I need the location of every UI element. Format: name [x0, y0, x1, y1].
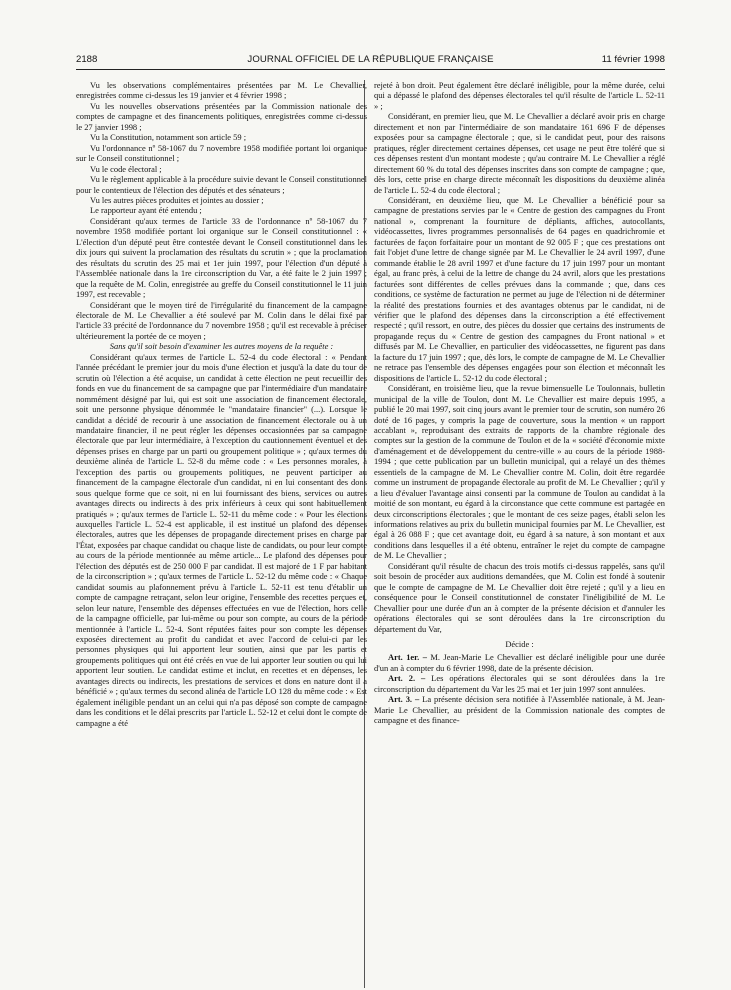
header-rule: [76, 69, 665, 70]
decide-heading: Décide :: [505, 639, 534, 650]
article-label: Art. 1er. –: [388, 652, 427, 663]
article-2: [374, 673, 665, 694]
paragraph: Considérant qu'aux termes de l'article L. 52-4 du code électoral : « Pendant l'année précédant le premier jour du mois d'une élection et jusqu'à la date du tour de scrutin où l'élection a été acquise, un candidat à cette élection ne peut recueillir des fonds en vue du financement de sa campagne que par l'intermédiaire d'un mandataire nommément désigné par lui, qui est soit une association de financement électorale, soit une personne physique dénommée le "mandataire financier" (...). Lorsque le candidat a décidé de recourir à une association de financement électorale ou à un mandataire financier, il ne peut régler les dépenses occasionnées par sa campagne électorale que par leur intermédiaire, à l'exception du cautionnement éventuel et des dépenses prises en charge par un parti ou groupement politique » ; qu'aux termes du deuxième alinéa de l'article L. 52-8 du même code : « Les personnes morales, à l'exception des partis ou groupements politiques, ne peuvent participer au financement de la campagne électorale d'un candidat, ni en lui consentant des dons sous quelque forme que ce soit, ni en lui fournissant des biens, services ou autres avantages directs ou indirects à des prix inférieurs à ceux qui sont habituellement pratiqués » ; qu'aux termes de l'article L. 52-11 du même code : « Pour les élections auxquelles l'article L. 52-4 est applicable, il est institué un plafond des dépenses électorales, autres que les dépenses de propagande directement prises en charge par l'État, exposées par chaque candidat ou chaque liste de candidats, ou pour leur compte au cours de la période mentionnée au même article... Le plafond des dépenses pour l'élection des députés est de 250 000 F par candidat. Il est majoré de 1 F par habitant de la circonscription » ; qu'aux termes de l'article L. 52-12 du même code : « Chaque candidat soumis au plafonnement prévu à l'article L. 52-11 est tenu d'établir un compte de campagne retraçant, selon leur origine, l'ensemble des recettes perçues et, selon leur nature, l'ensemble des dépenses effectuées en vue de l'élection, hors celle de la campagne officielle, par lui-même ou pour son compte, au cours de la période mentionnée à l'article L. 52-4. Sont réputées faites pour son compte les dépenses exposées directement au profit du candidat et avec l'accord de celui-ci par les personnes physiques qui lui apportent leur soutien, ainsi que par les partis et groupements politiques qui ont été créés en vue de lui apporter leur soutien ou qui lui apportent leur soutien. Le candidat estime et inclut, en recettes et en dépenses, les avantages directs ou indirects, les prestations de services et dons en nature dont il a bénéficié » ; qu'aux termes du second alinéa de l'article LO 128 du même code : « Est également inéligible pendant un an celui qui n'a pas déposé son compte de campagne dans les conditions et le délai prescrits par l'article L. 52-12 et celui dont le compte de campagne a été: [76, 351, 367, 728]
article-text: Les opérations électorales qui se sont déroulées dans la 1re circonscription du département du Var les 25 mai et 1er juin 1997 sont annulées.: [374, 673, 665, 694]
article-label: Art. 3. –: [388, 694, 420, 705]
paragraph: Vu les nouvelles observations présentées par la Commission nationale des comptes de campagne et des financements politiques, enregistrées comme ci-dessus le 27 janvier 1998 ;: [76, 100, 367, 132]
right-column: [374, 80, 665, 726]
paragraph: Vu la Constitution, notamment son article 59 ;: [90, 132, 247, 143]
page-number: 2188: [76, 54, 98, 65]
paragraph: Considérant, en deuxième lieu, que M. Le Chevallier a bénéficié pour sa campagne de prestations servies par le « Centre de gestion des campagnes du Front national », comprenant la fourniture de dépliants, affiches, autocollants, vidéocassettes, livres programmes personnalisés de 64 pages en quadrichromie et facturées de façon forfaitaire pour un montant de 92 005 F ; que ces prestations ont fait l'objet d'une lettre de change signée par M. Le Chevallier le 24 avril 1997, d'une commande établie le 28 avril 1997 et d'une facture du 17 juin 1997 pour un montant égal, au franc près, à celui de la lettre de change du 24 avril, alors que les prestations facturées sont différentes de celles prévues dans la commande ; que, dans ces conditions, ce système de facturation ne permet au juge de l'élection ni de déterminer la réalité des prestations fournies et des avantages obtenus par le candidat, ni de vérifier que le plafond des dépenses dans la circonscription a été effectivement respecté ; qu'il ressort, en outre, des pièces du dossier que certains des instruments de propagande reçus du « Centre de gestion des campagnes du Front national » et diffusés par M. Le Chevallier, en particulier des vidéocassettes, ne figurent pas dans la facture du 17 juin 1997 ; que, dès lors, le compte de campagne de M. Le Chevallier ne retrace pas l'ensemble des dépenses engagées pour son élection et méconnaît les dispositions de l'article L. 52-12 du code électoral ;: [374, 194, 665, 383]
paragraph: Vu les autres pièces produites et jointes au dossier ;: [90, 194, 264, 205]
paragraph: Vu les observations complémentaires présentées par M. Le Chevallier, enregistrées comme ci-dessus les 19 janvier et 4 février 1998 ;: [76, 80, 367, 101]
page-header: [76, 54, 665, 68]
issue-date: 11 février 1998: [601, 54, 665, 65]
article-text: M. Jean-Marie Le Chevallier est déclaré inéligible pour une durée d'un an à compter du 6 février 1998, date de la présente décision.: [374, 652, 665, 673]
journal-title: JOURNAL OFFICIEL DE LA RÉPUBLIQUE FRANÇAISE: [247, 54, 494, 65]
paragraph: Considérant qu'aux termes de l'article 33 de l'ordonnance nº 58-1067 du 7 novembre 1958 modifiée portant loi organique sur le Conseil constitutionnel : « L'élection d'un député peut être contestée devant le Conseil constitutionnel dans les dix jours qui suivent la proclamation des résultats du scrutin » ; que la proclamation des résultats du scrutin des 25 mai et 1er juin 1997, pour l'élection d'un député à l'Assemblée nationale dans la 1re circonscription du Var, a été faite le 2 juin 1997 ; que la requête de M. Colin, enregistrée au greffe du Conseil constitutionnel le 11 juin 1997, est recevable ;: [76, 215, 367, 300]
paragraph: Considérant que le moyen tiré de l'irrégularité du financement de la campagne électorale de M. Le Chevallier a été soulevé par M. Colin dans le délai fixé par l'article 33 précité de l'ordonnance du 7 novembre 1958 ; qu'il est recevable à préciser ultérieurement la portée de ce moyen ;: [76, 299, 367, 341]
paragraph: Le rapporteur ayant été entendu ;: [90, 205, 202, 216]
paragraph: rejeté à bon droit. Peut également être déclaré inéligible, pour la même durée, celui qui a dépassé le plafond des dépenses électorales tel qu'il résulte de l'article L. 52-11 » ;: [374, 80, 665, 111]
article-1: [374, 652, 665, 673]
paragraph: Considérant, en troisième lieu, que la revue bimensuelle Le Toulonnais, bulletin municipal de la ville de Toulon, dont M. Le Chevallier est maire depuis 1995, a publié le 20 mai 1997, soit cinq jours avant le premier tour de scrutin, son numéro 26 doté de 16 pages, y compris la page de couverture, sous la mention « un rapport accablant », reproduisant des extraits de rapports de la chambre régionale des comptes sur la gestion de la commune de Toulon et de la « société d'économie mixte d'aménagement et de développement du centre-ville » au cours de la période 1988-1994 ; que cette publication par un bulletin municipal, qui a relayé un des thèmes essentiels de la campagne de M. Le Chevallier contre M. Colin, doit être regardée comme un instrument de propagande électorale au profit de M. Le Chevallier ; qu'il y a lieu d'évaluer l'avantage ainsi consenti par la commune de Toulon au candidat à la moitié de son montant, eu égard à la circonstance que cette commune est partagée en deux circonscriptions électorales ; que le montant de ces seize pages, établi selon les informations relatives au prix du bulletin municipal fournies par M. Le Chevallier, est égal à 26 088 F ; que cet avantage doit, eu égard à sa nature, à son montant et aux conditions dans lesquelles il a été obtenu, entraîner le rejet du compte de campagne de M. Le Chevallier ;: [374, 383, 665, 561]
paragraph: Considérant, en premier lieu, que M. Le Chevallier a déclaré avoir pris en charge directement et non par l'intermédiaire de son mandataire 161 696 F de dépenses exposées pour sa campagne électorale ; que, si le candidat peut, pour des raisons pratiques, régler directement certaines dépenses, cet usage ne peut être toléré que si ces dépenses restent d'un montant modeste ; qu'au contraire M. Le Chevallier a réglé directement 60 % du total des dépenses inscrites dans son compte de campagne ; que, dès lors, cette prise en charge directe méconnaît les dispositions du deuxième alinéa de l'article L. 52-4 du code électoral ;: [374, 111, 665, 195]
article-text: La présente décision sera notifiée à l'Assemblée nationale, à M. Jean-Marie Le Chevallier, au président de la Commission nationale des comptes de campagne et des finance-: [374, 694, 665, 726]
article-3: [374, 694, 665, 725]
section-heading: Sans qu'il soit besoin d'examiner les autres moyens de la requête :: [109, 341, 334, 352]
left-column: [76, 80, 367, 728]
paragraph: Vu l'ordonnance nº 58-1067 du 7 novembre 1958 modifiée portant loi organique sur le Conseil constitutionnel ;: [76, 142, 367, 164]
paragraph: Vu le règlement applicable à la procédure suivie devant le Conseil constitutionnel pour le contentieux de l'élection des députés et des sénateurs ;: [76, 174, 367, 195]
article-label: Art. 2. –: [388, 673, 426, 684]
paragraph: Vu le code électoral ;: [90, 163, 162, 174]
paragraph: Considérant qu'il résulte de chacun des trois motifs ci-dessus rappelés, sans qu'il soit besoin de procéder aux auditions demandées, que M. Colin est fondé à soutenir que le compte de campagne de M. Le Chevallier doit être rejeté ; qu'il y a lieu en conséquence pour le Conseil constitutionnel de constater l'inéligibilité de M. Le Chevallier pour une durée d'un an à compter de la présente décision et d'annuler les opérations électorales qui se sont déroulées dans la 1re circonscription du département du Var,: [374, 560, 665, 634]
